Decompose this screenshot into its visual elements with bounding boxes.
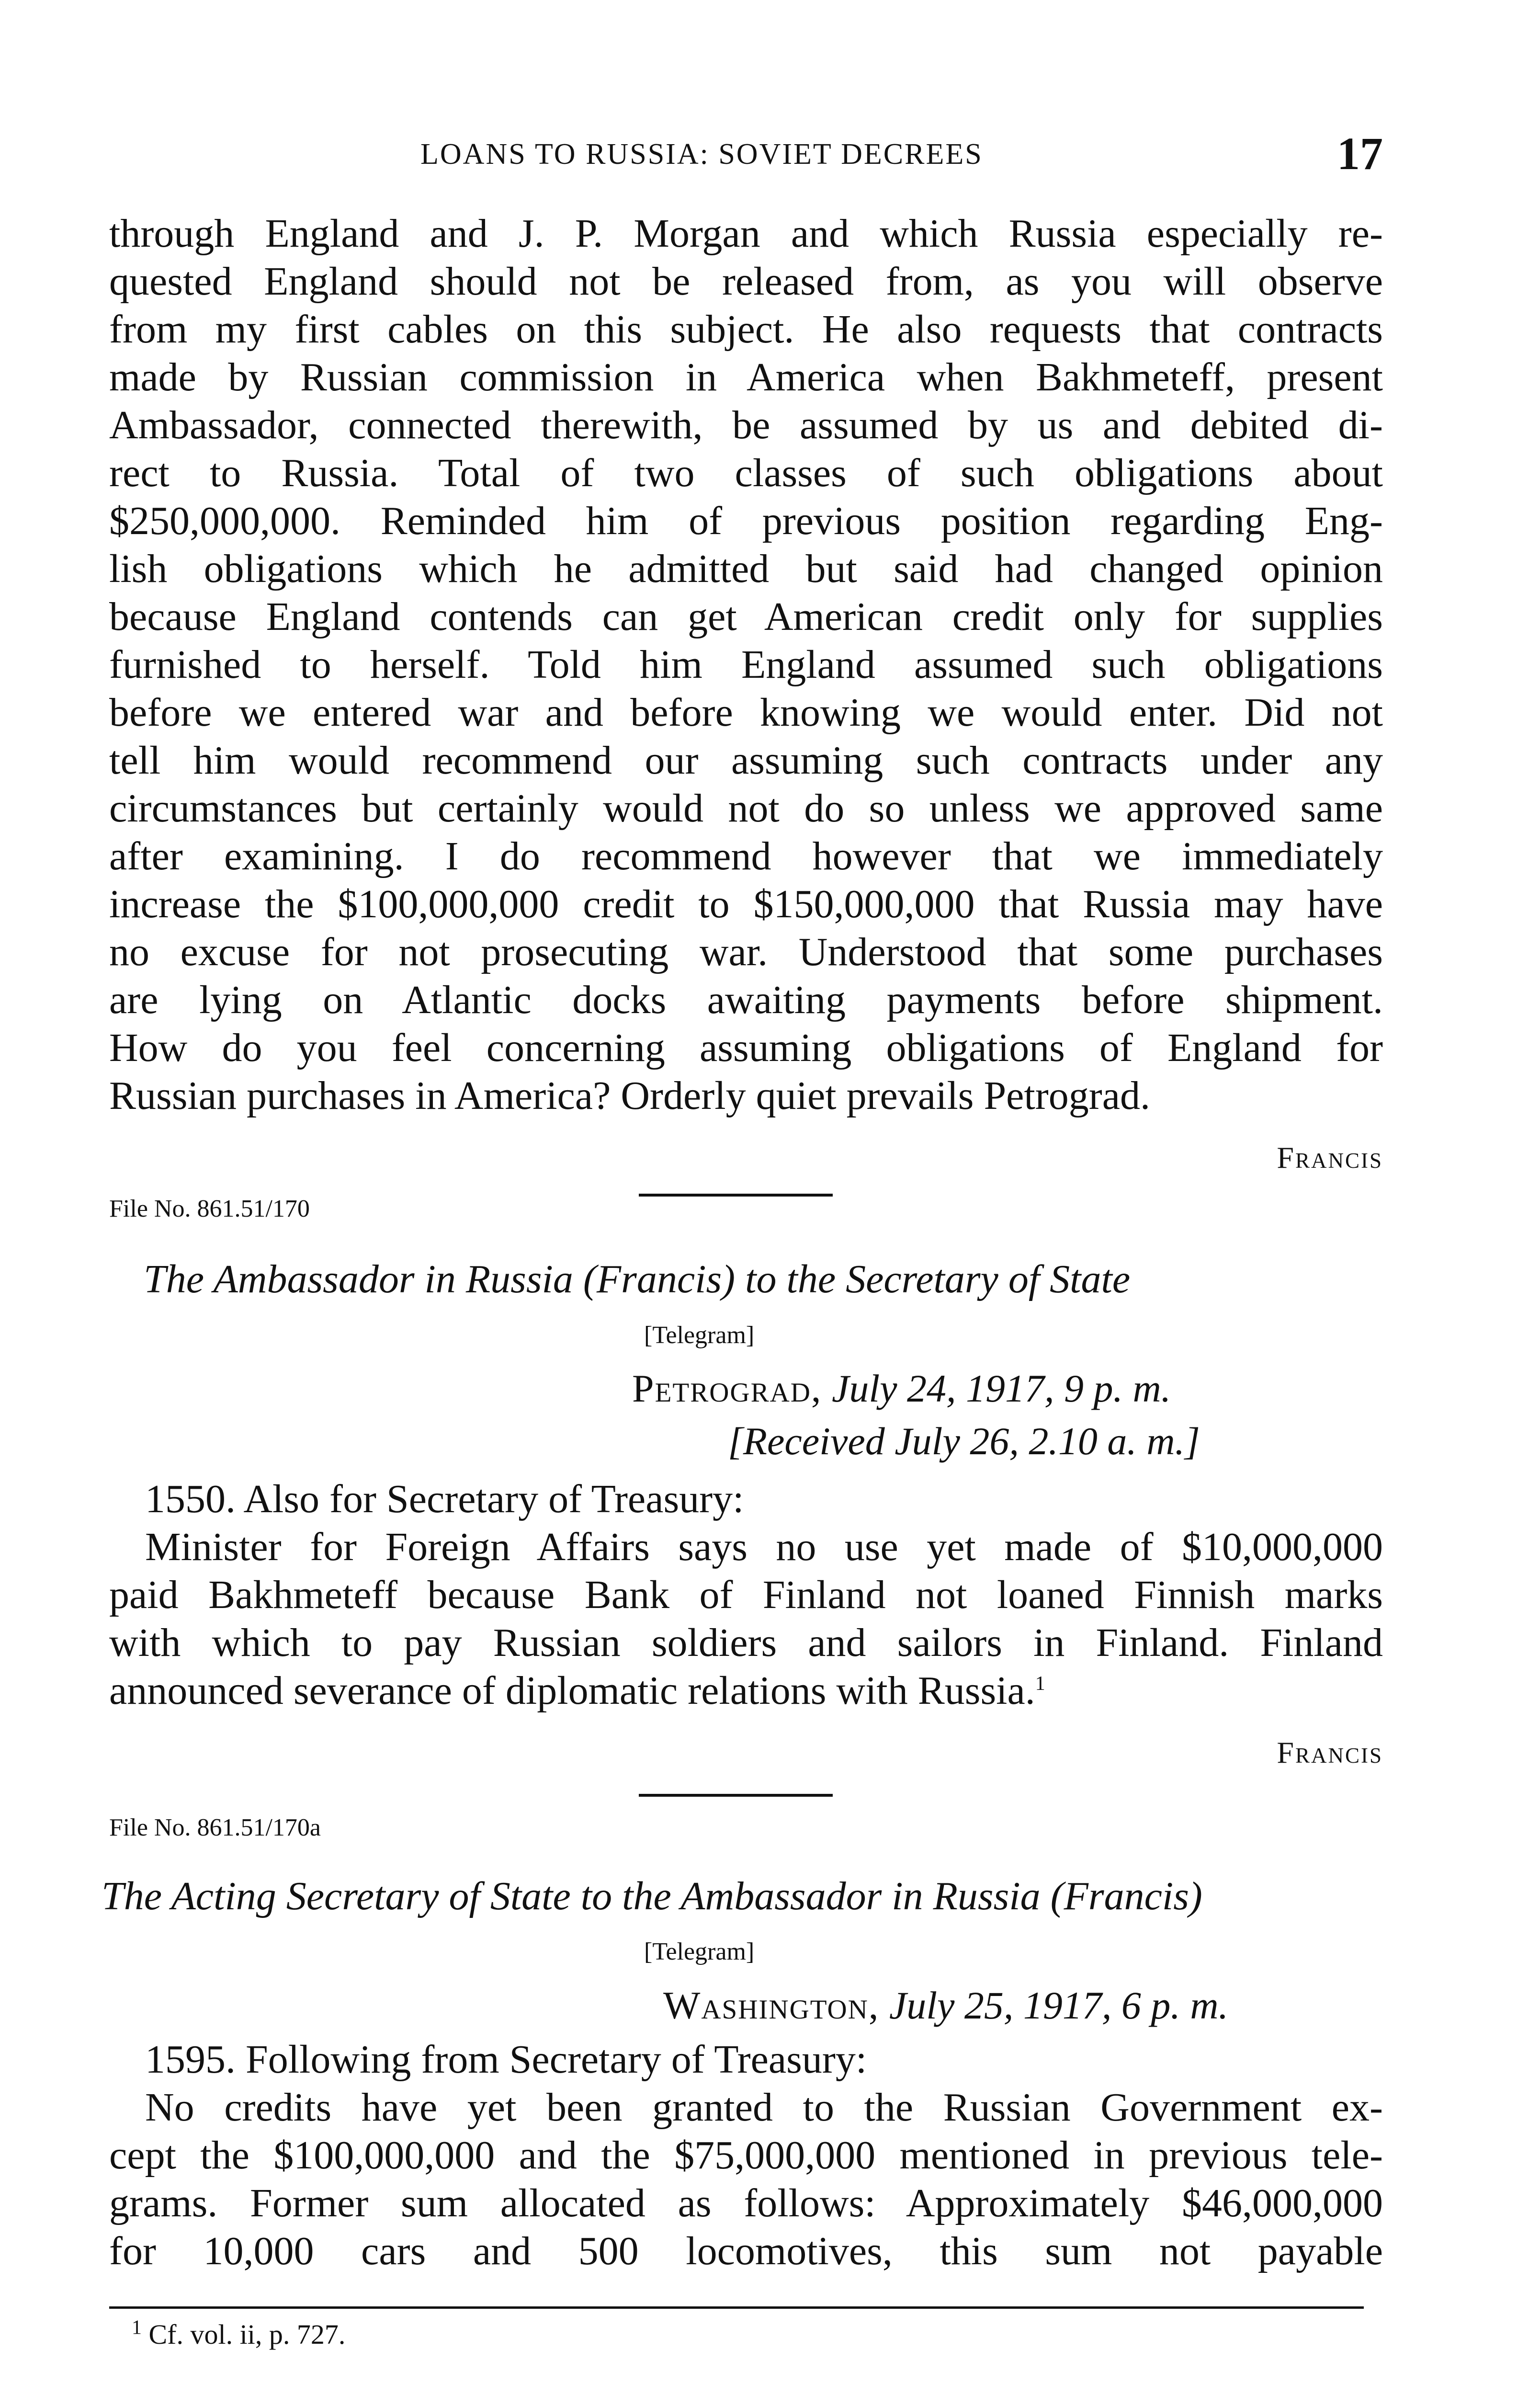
text-line: after examining. I do recommend however that we immediately — [109, 834, 1383, 878]
footnote-rule — [109, 2306, 1364, 2309]
text-line: $250,000,000. Reminded him of previous position regarding Eng- — [109, 499, 1383, 543]
text-line: quested England should not be released from, as you will observe — [109, 259, 1383, 304]
text-line: No credits have yet been granted to the Russian Government ex- — [145, 2085, 1383, 2130]
text-line: paid Bakhmeteff because Bank of Finland not loaned Finnish marks — [109, 1573, 1383, 1617]
page-header — [109, 127, 1383, 184]
signature: Francis — [1277, 1140, 1383, 1175]
signature: Francis — [1277, 1735, 1383, 1769]
text-line: from my first cables on this subject. He also requests that contracts — [109, 307, 1383, 352]
page-number: 17 — [1337, 128, 1383, 179]
document-heading: The Acting Secretary of State to the Ambassador in Russia (Francis) — [102, 1874, 1202, 1918]
text-line — [109, 1667, 1383, 1715]
dateline-date: July 24, 1917, 9 p. m. — [831, 1367, 1171, 1410]
text-line: circumstances but certainly would not do so unless we approved same — [109, 786, 1383, 831]
dateline-date: July 25, 1917, 6 p. m. — [889, 1984, 1229, 2027]
file-number: File No. 861.51/170a — [109, 1814, 321, 1841]
telegram-label: [Telegram] — [644, 1322, 755, 1349]
dateline-place: Washington, — [663, 1984, 880, 2027]
text-line: Ambassador, connected therewith, be assumed by us and debited di- — [109, 403, 1383, 447]
text-line: increase the $100,000,000 credit to $150,000,000 that Russia may have — [109, 882, 1383, 926]
footnote-marker: 1 — [1035, 1673, 1045, 1695]
text-line: tell him would recommend our assuming such contracts under any — [109, 738, 1383, 783]
footnote-text: Cf. vol. ii, p. 727. — [148, 2319, 346, 2350]
dateline-place: Petrograd, — [632, 1367, 822, 1410]
text-line: because England contends can get American credit only for supplies — [109, 594, 1383, 639]
text-line: before we entered war and before knowing we would enter. Did not — [109, 690, 1383, 735]
text-line: furnished to herself. Told him England assumed such obligations — [109, 642, 1383, 687]
dateline — [632, 1366, 1171, 1411]
text-line: through England and J. P. Morgan and which Russia especially re- — [109, 211, 1383, 256]
section-divider — [639, 1794, 833, 1797]
text-line-content: announced severance of diplomatic relations with Russia. — [109, 1668, 1035, 1713]
text-line: with which to pay Russian soldiers and sailors in Finland. Finland — [109, 1620, 1383, 1665]
text-line: How do you feel concerning assuming obligations of England for — [109, 1026, 1383, 1070]
text-line: grams. Former sum allocated as follows: Approximately $46,000,000 — [109, 2181, 1383, 2225]
text-line: lish obligations which he admitted but said had changed opinion — [109, 547, 1383, 591]
file-number: File No. 861.51/170 — [109, 1195, 310, 1222]
text-line: no excuse for not prosecuting war. Understood that some purchases — [109, 930, 1383, 974]
dateline — [663, 1983, 1228, 2028]
text-line: are lying on Atlantic docks awaiting payments before shipment. — [109, 978, 1383, 1022]
text-line: made by Russian commission in America when Bakhmeteff, present — [109, 355, 1383, 399]
text-line: cept the $100,000,000 and the $75,000,000 mentioned in previous tele- — [109, 2133, 1383, 2178]
document-heading: The Ambassador in Russia (Francis) to the Secretary of State — [144, 1257, 1131, 1301]
received-line: [Received July 26, 2.10 a. m.] — [728, 1419, 1200, 1463]
text-line: Minister for Foreign Affairs says no use yet made of $10,000,000 — [145, 1525, 1383, 1569]
footnote-mark: 1 — [132, 2316, 142, 2339]
text-line: rect to Russia. Total of two classes of such obligations about — [109, 451, 1383, 495]
running-head: LOANS TO RUSSIA: SOVIET DECREES — [420, 138, 983, 171]
telegram-label: [Telegram] — [644, 1938, 755, 1965]
message-intro: 1595. Following from Secretary of Treasury: — [145, 2037, 867, 2082]
footnote — [132, 2318, 345, 2350]
text-line: Russian purchases in America? Orderly quiet prevails Petrograd. — [109, 1073, 1151, 1118]
text-line: for 10,000 cars and 500 locomotives, this sum not payable — [109, 2229, 1383, 2273]
message-intro: 1550. Also for Secretary of Treasury: — [145, 1477, 744, 1521]
section-divider — [639, 1194, 833, 1197]
